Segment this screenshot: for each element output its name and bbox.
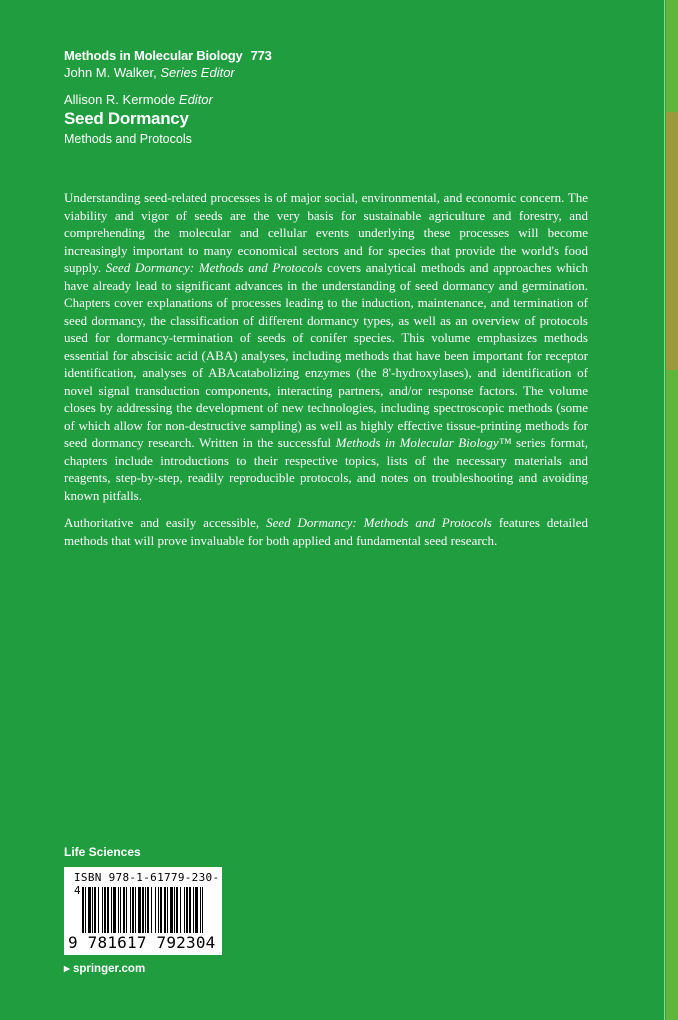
barcode-bar xyxy=(94,887,96,933)
barcode-bar xyxy=(145,887,146,933)
barcode-bar xyxy=(113,887,116,933)
barcode-bar xyxy=(202,887,203,933)
isbn-label: ISBN 978-1-61779-230-4 xyxy=(74,871,220,897)
barcode-bar xyxy=(142,887,144,933)
isbn-barcode xyxy=(64,867,222,955)
barcode-bar xyxy=(135,887,136,933)
barcode-bar xyxy=(151,887,152,933)
desc-p1-series-name: Methods in Molecular Biology™ xyxy=(335,435,512,450)
barcode-bar xyxy=(189,887,191,933)
barcode-bar xyxy=(104,887,106,933)
desc-p1-text-b: covers analytical methods and approaches which have already lead to significant advances in the understanding of seed dormancy and germination. Chapters cover explanations of processes leading to the induction, maintenance, and termination of seed dormancy, the classification of different dormancy types, as well as an overview of protocols used for dormancy-termination of seeds of conifer species. This volume emphasizes methods essential for abscisic acid (ABA) analyses, including methods that have been important for receptor identification, analyses of ABAcatabolizing enzymes (the 8'-hydroxylases), and identification of novel signal transduction components, interacting partners, and/or response factors. The volume closes by addressing the development of new technologies, including spectroscopic methods (some of which allow for non-destructive sampling) as well as highly effective tissue-printing methods for seed dormancy research. Written in the successful xyxy=(64,260,589,450)
barcode-bar xyxy=(111,887,112,933)
barcode-bar xyxy=(138,887,141,933)
series-volume: 773 xyxy=(250,48,272,63)
spine-color-band xyxy=(666,112,678,370)
subject-category: Life Sciences xyxy=(64,845,141,859)
desc-p2-book-title: Seed Dormancy: Methods and Protocols xyxy=(266,515,492,530)
desc-p1-text-a: Understanding seed-related processes is of major social, environmental, and economic concern. The viability and vigor of seeds are the very basis for sustainable agriculture and forestry, and comprehending the molecular and cellular events underlying these processes will become increasingly important to many economical sectors and for species that provide the world's food supply. xyxy=(64,190,588,275)
barcode-bar xyxy=(180,887,181,933)
barcode-bar xyxy=(186,887,188,933)
barcode-bar xyxy=(120,887,121,933)
barcode-bar xyxy=(195,887,198,933)
barcode-bar xyxy=(85,887,86,933)
desc-p1-book-title: Seed Dormancy: Methods and Protocols xyxy=(105,260,323,275)
description-paragraph-2 xyxy=(64,514,588,549)
barcode-bar xyxy=(107,887,109,933)
barcode-bar xyxy=(92,887,93,933)
series-editor-name: John M. Walker, xyxy=(64,65,157,80)
header-block xyxy=(64,48,272,146)
barcode-bar xyxy=(132,887,134,933)
book-editor-line xyxy=(64,92,272,107)
description xyxy=(64,189,588,559)
publisher-link[interactable]: ▸ springer.com xyxy=(64,963,146,975)
description-paragraph-1 xyxy=(64,189,588,504)
barcode-bar xyxy=(88,887,91,933)
barcode-bar xyxy=(160,887,162,933)
barcode-bar xyxy=(82,887,84,933)
barcode-bar xyxy=(193,887,194,933)
barcode-bar xyxy=(98,887,99,933)
series-editor-role: Series Editor xyxy=(160,65,235,80)
book-editor-role: Editor xyxy=(178,92,213,107)
series-name: Methods in Molecular Biology xyxy=(64,48,243,63)
barcode-bar xyxy=(155,887,156,933)
desc-p2-text-a: Authoritative and easily accessible, xyxy=(64,515,260,530)
book-subtitle: Methods and Protocols xyxy=(64,132,192,146)
book-editor-name: Allison R. Kermode xyxy=(64,92,176,107)
series-editor-line xyxy=(64,65,272,80)
barcode-bar xyxy=(126,887,127,933)
desc-p1-text-c: series format, chapters include introductions to their respective topics, lists of the necessary materials and reagents, step-by-step, readily reproducible protocols, and notes on troubleshooting and avoiding known pitfalls. xyxy=(64,435,589,503)
barcode-bar xyxy=(174,887,175,933)
barcode-bar xyxy=(170,887,173,933)
barcode-bar xyxy=(176,887,178,933)
series-line xyxy=(64,48,272,63)
ean-digits: 9 781617 792304 xyxy=(68,933,216,952)
barcode-bar xyxy=(200,887,201,933)
barcode-bar xyxy=(123,887,125,933)
barcode-bars xyxy=(82,887,206,933)
barcode-bar xyxy=(184,887,185,933)
barcode-bar xyxy=(118,887,119,933)
barcode-bar xyxy=(167,887,168,933)
barcode-bar xyxy=(130,887,131,933)
desc-p2-text-b: features detailed methods that will prove invaluable for both applied and fundamental seed research. xyxy=(64,515,589,548)
barcode-bar xyxy=(147,887,149,933)
barcode-bar xyxy=(164,887,166,933)
spine-fold-line xyxy=(664,0,665,1020)
book-title: Seed Dormancy xyxy=(64,109,189,128)
barcode-bar xyxy=(102,887,103,933)
barcode-bar xyxy=(158,887,159,933)
